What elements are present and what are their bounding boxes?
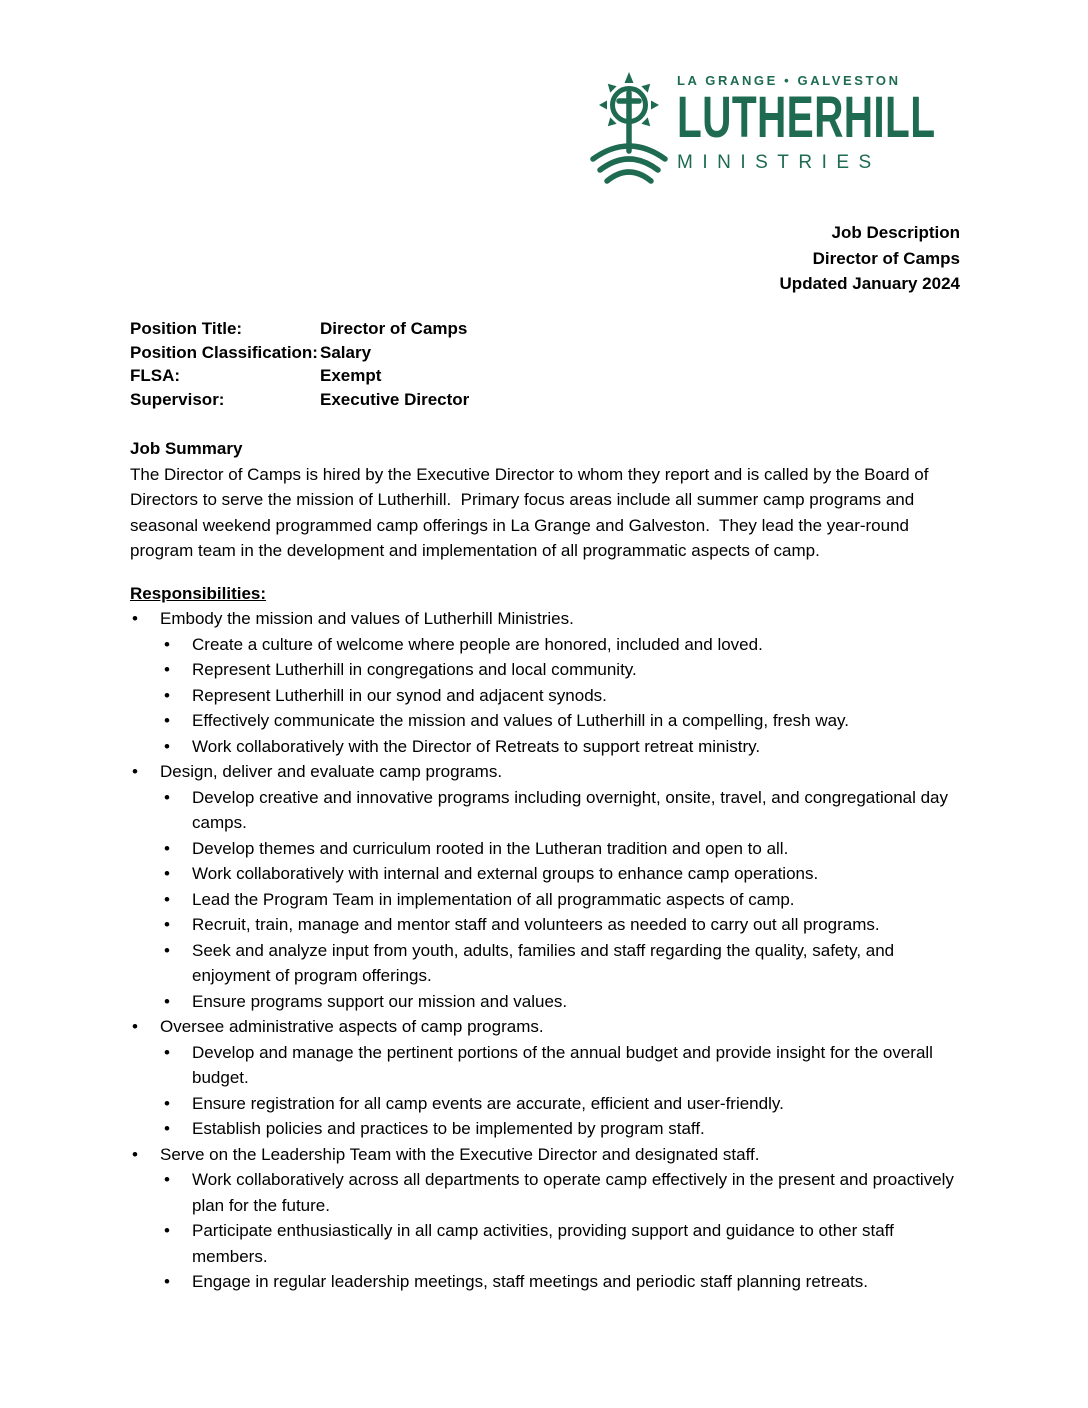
list-item: [162, 912, 960, 938]
list-item: [130, 759, 960, 785]
bullet-icon: •: [164, 1119, 170, 1138]
list-item-text: Oversee administrative aspects of camp programs.: [160, 1017, 544, 1036]
bullet-icon: •: [164, 864, 170, 883]
list-item: [162, 632, 960, 658]
position-row: [130, 364, 960, 388]
sun-cross-hills-icon: [589, 63, 669, 185]
list-item-text: Work collaboratively across all departments to operate camp effectively in the present and proactively plan for the future.: [192, 1170, 954, 1215]
list-item-text: Design, deliver and evaluate camp programs.: [160, 762, 503, 781]
logo-text: [677, 73, 1046, 174]
list-item-text: Develop and manage the pertinent portions of the annual budget and provide insight for the overall budget.: [192, 1042, 933, 1087]
list-item-text: Work collaboratively with the Director of Retreats to support retreat ministry.: [192, 736, 761, 756]
header-doc-type: Job Description: [831, 223, 960, 242]
list-item: [162, 657, 960, 683]
bullet-icon: •: [164, 1170, 170, 1189]
list-item-text: Engage in regular leadership meetings, staff meetings and periodic staff planning retreats.: [192, 1272, 869, 1291]
bullet-icon: •: [164, 685, 170, 705]
responsibilities-heading: Responsibilities:: [130, 583, 267, 603]
bullet-icon: •: [164, 889, 170, 909]
position-value: Director of Camps: [320, 319, 468, 338]
bullet-icon: •: [164, 915, 170, 934]
position-label: Supervisor:: [130, 389, 225, 409]
logo-location-line: LA GRANGE • GALVESTON: [677, 73, 901, 88]
bullet-icon: •: [132, 1017, 138, 1036]
bullet-icon: •: [164, 736, 170, 756]
list-item-text: Ensure programs support our mission and values.: [192, 991, 568, 1011]
lutherhill-logo: [589, 63, 969, 188]
list-item: [162, 683, 960, 709]
list-item: [162, 836, 960, 862]
list-item-text: Establish policies and practices to be implemented by program staff.: [192, 1119, 705, 1138]
header-position: Director of Camps: [812, 248, 960, 268]
position-label: Position Classification:: [130, 342, 318, 362]
list-item: [162, 989, 960, 1015]
list-item-text: Recruit, train, manage and mentor staff and volunteers as needed to carry out all programs.: [192, 915, 880, 934]
list-item-text: Effectively communicate the mission and values of Lutherhill in a compelling, fresh way.: [192, 711, 850, 730]
list-item: [162, 1269, 960, 1295]
document-header: [780, 220, 960, 297]
bullet-icon: •: [164, 940, 170, 960]
bullet-icon: •: [164, 1272, 170, 1291]
bullet-icon: •: [164, 1221, 170, 1240]
list-item: [162, 734, 960, 760]
position-row: [130, 317, 960, 341]
bullet-icon: •: [164, 787, 170, 807]
position-label: Position Title:: [130, 319, 243, 338]
list-item-text: Seek and analyze input from youth, adults, families and staff regarding the quality, safety, and enjoyment of program offerings.: [192, 940, 895, 985]
list-item-text: Ensure registration for all camp events are accurate, efficient and user-friendly.: [192, 1093, 784, 1113]
list-item-text: Develop themes and curriculum rooted in the Lutheran tradition and open to all.: [192, 838, 789, 858]
list-item: [162, 1167, 960, 1218]
document-body: [130, 317, 960, 1295]
bullet-icon: •: [164, 991, 170, 1011]
bullet-icon: •: [164, 838, 170, 858]
bullet-icon: •: [132, 1144, 138, 1164]
bullet-icon: •: [164, 1042, 170, 1062]
list-item-text: Create a culture of welcome where people are honored, included and loved.: [192, 634, 763, 654]
position-details: [130, 317, 960, 411]
list-item: [162, 1040, 960, 1091]
bullet-icon: •: [132, 609, 138, 628]
list-item: [162, 1218, 960, 1269]
list-item-text: Develop creative and innovative programs including overnight, onsite, travel, and congregational day camps.: [192, 787, 949, 832]
job-summary-text: The Director of Camps is hired by the Executive Director to whom they report and is called by the Board of Directors to serve the mission of Lutherhill. Primary focus areas include all summer camp programs and seasonal weekend programmed camp offerings in La Grange and Galveston. They lead the year-round program team in the development and implementation of all programmatic aspects of camp.: [130, 464, 934, 560]
responsibilities-list: [130, 606, 960, 1295]
bullet-icon: •: [164, 634, 170, 654]
list-item-text: Serve on the Leadership Team with the Executive Director and designated staff.: [160, 1144, 760, 1164]
position-value: Salary: [320, 342, 372, 362]
list-item: [162, 887, 960, 913]
logo-subtitle: MINISTRIES: [677, 152, 881, 173]
list-item: [162, 1091, 960, 1117]
bullet-icon: •: [164, 660, 170, 679]
list-item-text: Represent Lutherhill in our synod and adjacent synods.: [192, 685, 607, 705]
position-value: Executive Director: [320, 389, 470, 409]
list-item-text: Lead the Program Team in implementation of all programmatic aspects of camp.: [192, 889, 795, 909]
list-item: [130, 606, 960, 632]
logo-wordmark: LUTHERHILL: [677, 85, 936, 150]
list-item: [162, 861, 960, 887]
list-item: [130, 1014, 960, 1040]
position-row: [130, 341, 960, 365]
position-label: FLSA:: [130, 366, 181, 385]
position-value: Exempt: [320, 366, 382, 385]
list-item-text: Work collaboratively with internal and external groups to enhance camp operations.: [192, 864, 819, 883]
list-item-text: Embody the mission and values of Lutherhill Ministries.: [160, 609, 574, 628]
bullet-icon: •: [164, 1093, 170, 1113]
list-item: [162, 1116, 960, 1142]
bullet-icon: •: [164, 711, 170, 730]
bullet-icon: •: [132, 762, 138, 781]
list-item-text: Represent Lutherhill in congregations and local community.: [192, 660, 637, 679]
list-item: [162, 785, 960, 836]
header-updated: Updated January 2024: [779, 274, 960, 293]
list-item-text: Participate enthusiastically in all camp activities, providing support and guidance to other staff members.: [192, 1221, 894, 1266]
list-item: [162, 938, 960, 989]
list-item: [162, 708, 960, 734]
job-summary-heading: Job Summary: [130, 439, 243, 458]
position-row: [130, 388, 960, 412]
list-item: [130, 1142, 960, 1168]
